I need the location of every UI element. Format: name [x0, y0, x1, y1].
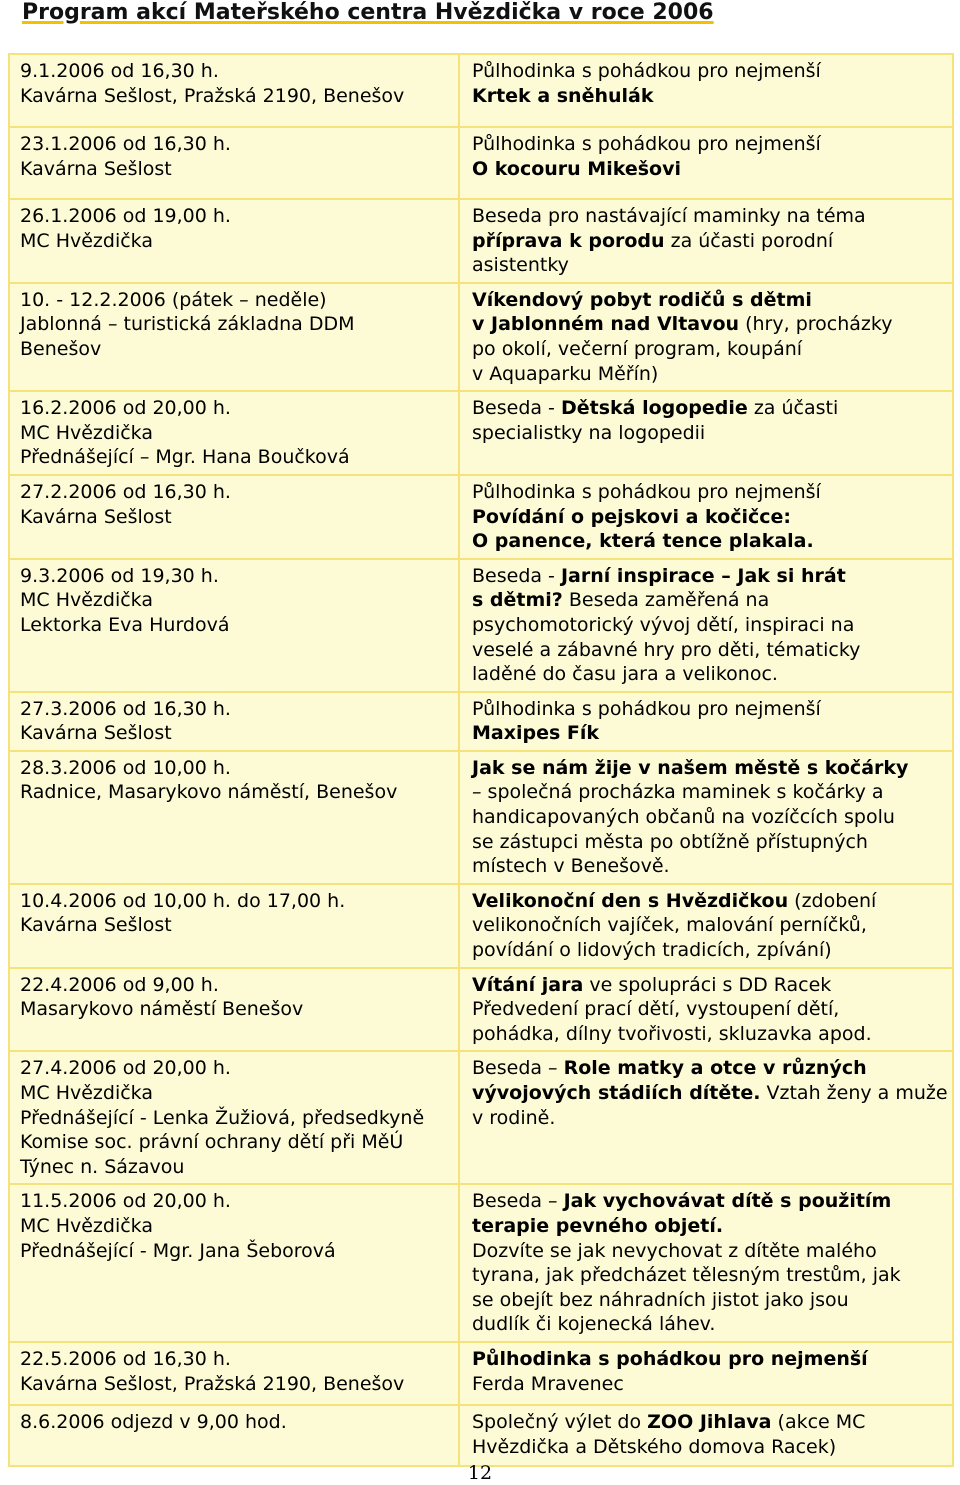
event-description-line	[472, 84, 946, 109]
event-when-line: Kavárna Sešlost	[20, 505, 172, 528]
event-description-line	[472, 1312, 946, 1337]
event-when-line: MC Hvězdička	[20, 1082, 153, 1104]
event-description-cell	[459, 391, 953, 475]
event-text: veselé a zábavné hry pro děti, tématicky	[472, 638, 861, 661]
event-when-line: 11.5.2006 od 20,00 h.	[20, 1190, 231, 1213]
event-when-line: Lektorka Eva Hurdová	[20, 613, 230, 636]
event-when-line: 23.1.2006 od 16,30 h.	[20, 133, 231, 155]
event-row	[9, 391, 953, 475]
event-highlight-text: Maxipes Fík	[472, 722, 600, 745]
event-text: Beseda -	[472, 397, 561, 420]
event-highlight-text: v Jablonném nad Vltavou	[472, 313, 740, 336]
event-highlight-text: Povídání o pejskovi a kočičce:	[472, 505, 792, 528]
event-date-place-cell	[9, 751, 459, 884]
event-description-line	[472, 913, 946, 938]
event-text: tyrana, jak předcházet tělesným trestům, jak	[472, 1264, 901, 1287]
event-when-line: 8.6.2006 odjezd v 9,00 hod.	[20, 1410, 287, 1433]
event-description-line	[472, 132, 946, 157]
event-highlight-text: O kocouru Mikešovi	[472, 157, 681, 180]
event-when-line: Kavárna Sešlost, Pražská 2190, Benešov	[20, 84, 405, 107]
event-description-line	[472, 1347, 946, 1372]
event-when-line: Přednášející - Lenka Žužiová, předsedkyně Komise soc. právní ochrany dětí při MěÚ Týnec n. Sázavou	[20, 1106, 425, 1178]
event-row	[9, 127, 953, 199]
event-when-line: 10. - 12.2.2006 (pátek – neděle)	[20, 288, 327, 311]
event-text: v Aquaparku Měřín)	[472, 362, 659, 385]
event-text: se zástupci města po obtížně přístupných	[472, 830, 868, 853]
event-description-line	[472, 1410, 946, 1435]
event-description-line	[472, 529, 946, 554]
event-text: (zdobení	[788, 889, 877, 912]
event-description-line	[472, 638, 946, 663]
event-description-line	[472, 253, 946, 278]
event-highlight-text: Vítání jara	[472, 973, 584, 996]
event-description-line	[472, 564, 946, 589]
event-description-line	[472, 721, 946, 746]
event-row	[9, 475, 953, 559]
event-description-line	[472, 288, 946, 313]
event-text: místech v Benešově.	[472, 855, 670, 878]
event-when-line: Přednášející - Mgr. Jana Šeborová	[20, 1239, 336, 1262]
event-description-line	[472, 1081, 946, 1106]
event-description-line	[472, 1435, 946, 1460]
event-when-line: 27.3.2006 od 16,30 h.	[20, 697, 231, 720]
event-text: Půlhodinka s pohádkou pro nejmenší	[472, 480, 821, 503]
event-description-line	[472, 362, 946, 387]
event-highlight-text: Jarní inspirace – Jak si hrát	[560, 564, 846, 587]
event-text: pohádka, dílny tvořivosti, skluzavka apod.	[472, 1022, 872, 1045]
event-description-cell	[459, 283, 953, 391]
page-number: 12	[467, 1462, 493, 1484]
event-description-line	[472, 1239, 946, 1264]
event-when-line: 16.2.2006 od 20,00 h.	[20, 397, 231, 420]
event-highlight-text: vývojových stádiích dítěte.	[472, 1082, 761, 1104]
event-description-line	[472, 854, 946, 879]
event-row	[9, 968, 953, 1052]
event-description-line	[472, 1288, 946, 1313]
event-description-cell	[459, 1051, 953, 1184]
event-when-line: 22.5.2006 od 16,30 h.	[20, 1347, 231, 1370]
event-description-cell	[459, 751, 953, 884]
event-description-line	[472, 938, 946, 963]
event-row	[9, 884, 953, 968]
event-text: Půlhodinka s pohádkou pro nejmenší	[472, 697, 821, 720]
event-text: Půlhodinka s pohádkou pro nejmenší	[472, 133, 821, 155]
event-when-line: 27.2.2006 od 16,30 h.	[20, 480, 231, 503]
event-when-line: Kavárna Sešlost, Pražská 2190, Benešov	[20, 1372, 405, 1395]
event-row	[9, 1405, 953, 1466]
event-when-line: Přednášející – Mgr. Hana Boučková	[20, 446, 350, 469]
event-text: po okolí, večerní program, koupání	[472, 337, 803, 360]
event-highlight-text: Krtek a sněhulák	[472, 84, 654, 107]
event-row	[9, 283, 953, 391]
event-row	[9, 1051, 953, 1184]
event-description-line	[472, 1056, 946, 1081]
event-when-line: MC Hvězdička	[20, 421, 153, 444]
event-when-line: 10.4.2006 od 10,00 h. do 17,00 h.	[20, 889, 346, 912]
event-description-line	[472, 1372, 946, 1397]
page-title: Program akcí Mateřského centra Hvězdička v roce 2006	[22, 0, 714, 25]
event-text: se obejít bez náhradních jistot jako jsou	[472, 1288, 849, 1311]
event-description-cell	[459, 475, 953, 559]
event-description-line	[472, 59, 946, 84]
event-text: za účasti porodní	[664, 229, 834, 252]
event-text: (hry, procházky	[739, 313, 893, 336]
event-date-place-cell	[9, 559, 459, 692]
event-highlight-text: ZOO Jihlava	[647, 1410, 772, 1433]
event-row	[9, 1184, 953, 1342]
event-description-line	[472, 1106, 946, 1131]
event-description-line	[472, 480, 946, 505]
event-highlight-text: s dětmi?	[472, 589, 563, 612]
event-when-line: 9.3.2006 od 19,30 h.	[20, 564, 219, 587]
event-highlight-text: Půlhodinka s pohádkou pro nejmenší	[472, 1347, 868, 1370]
event-text: Beseda -	[472, 564, 561, 587]
event-date-place-cell	[9, 1405, 459, 1466]
event-row	[9, 751, 953, 884]
event-date-place-cell	[9, 1342, 459, 1405]
event-text: velikonočních vajíček, malování perníčků,	[472, 914, 867, 937]
event-when-line: Kavárna Sešlost	[20, 722, 172, 745]
event-when-line: Jablonná – turistická základna DDM	[20, 313, 355, 336]
event-date-place-cell	[9, 283, 459, 391]
event-text: Beseda zaměřená na	[562, 589, 770, 612]
event-when-line: MC Hvězdička	[20, 229, 153, 252]
event-description-line	[472, 662, 946, 687]
event-description-line	[472, 337, 946, 362]
event-text: Vztah ženy a muže	[760, 1082, 948, 1104]
event-description-line	[472, 1189, 946, 1214]
event-row	[9, 559, 953, 692]
event-date-place-cell	[9, 199, 459, 283]
event-date-place-cell	[9, 692, 459, 751]
event-date-place-cell	[9, 475, 459, 559]
event-text: asistentky	[472, 254, 569, 277]
event-text: handicapovaných občanů na vozíčcích spolu	[472, 806, 895, 829]
program-table	[8, 53, 954, 1467]
event-description-cell	[459, 692, 953, 751]
event-description-line	[472, 997, 946, 1022]
event-when-line: Masarykovo náměstí Benešov	[20, 998, 304, 1021]
event-when-line: MC Hvězdička	[20, 589, 153, 612]
event-highlight-text: Jak se nám žije v našem městě s kočárky	[472, 756, 909, 779]
event-when-line: 28.3.2006 od 10,00 h.	[20, 756, 231, 779]
event-highlight-text: O panence, která tence plakala.	[472, 530, 814, 553]
event-description-line	[472, 780, 946, 805]
event-when-line: Benešov	[20, 337, 102, 360]
event-row	[9, 54, 953, 127]
event-highlight-text: příprava k porodu	[472, 229, 665, 252]
event-description-line	[472, 1214, 946, 1239]
event-description-cell	[459, 559, 953, 692]
event-highlight-text: Dětská logopedie	[560, 397, 748, 420]
event-description-line	[472, 973, 946, 998]
event-when-line: 9.1.2006 od 16,30 h.	[20, 60, 219, 82]
event-description-line	[472, 697, 946, 722]
event-text: laděné do času jara a velikonoc.	[472, 663, 778, 686]
event-text: ve spolupráci s DD Racek	[583, 973, 832, 996]
event-description-cell	[459, 1405, 953, 1466]
event-text: v rodině.	[472, 1106, 556, 1129]
event-description-line	[472, 830, 946, 855]
event-description-line	[472, 756, 946, 781]
event-when-line: 26.1.2006 od 19,00 h.	[20, 205, 231, 227]
event-text: (akce MC	[771, 1410, 866, 1433]
event-text: Beseda pro nastávající maminky na téma	[472, 205, 866, 227]
event-row	[9, 199, 953, 283]
event-description-line	[472, 312, 946, 337]
event-description-line	[472, 157, 946, 182]
event-description-cell	[459, 54, 953, 127]
event-date-place-cell	[9, 1051, 459, 1184]
event-text: povídání o lidových tradicích, zpívání)	[472, 939, 832, 962]
event-row	[9, 692, 953, 751]
event-text: Půlhodinka s pohádkou pro nejmenší	[472, 60, 821, 82]
event-description-line	[472, 1263, 946, 1288]
event-text: Společný výlet do	[472, 1410, 648, 1433]
event-when-line: 22.4.2006 od 9,00 h.	[20, 973, 219, 996]
program-table-body	[9, 54, 953, 1466]
event-date-place-cell	[9, 884, 459, 968]
event-description-line	[472, 204, 946, 229]
event-text: Beseda –	[472, 1190, 564, 1213]
event-text: Ferda Mravenec	[472, 1372, 624, 1395]
event-description-cell	[459, 1342, 953, 1405]
event-description-cell	[459, 199, 953, 283]
event-description-line	[472, 805, 946, 830]
event-text: za účasti	[747, 397, 839, 420]
event-date-place-cell	[9, 968, 459, 1052]
event-description-cell	[459, 1184, 953, 1342]
event-date-place-cell	[9, 127, 459, 199]
event-highlight-text: terapie pevného objetí.	[472, 1214, 724, 1237]
event-description-line	[472, 505, 946, 530]
event-date-place-cell	[9, 391, 459, 475]
event-description-cell	[459, 968, 953, 1052]
event-text: Hvězdička a Dětského domova Racek)	[472, 1435, 837, 1458]
event-description-line	[472, 421, 946, 446]
event-text: Dozvíte se jak nevychovat z dítěte malého	[472, 1239, 877, 1262]
event-text: psychomotorický vývoj dětí, inspiraci na	[472, 613, 855, 636]
event-highlight-text: Víkendový pobyt rodičů s dětmi	[472, 288, 812, 311]
event-when-line: 27.4.2006 od 20,00 h.	[20, 1057, 231, 1080]
event-description-line	[472, 229, 946, 254]
event-description-line	[472, 396, 946, 421]
event-text: – společná procházka maminek s kočárky a	[472, 781, 884, 804]
event-date-place-cell	[9, 54, 459, 127]
event-highlight-text: Jak vychovávat dítě s použitím	[563, 1190, 892, 1213]
event-description-cell	[459, 884, 953, 968]
event-text: Předvedení prací dětí, vystoupení dětí,	[472, 998, 840, 1021]
event-when-line: Kavárna Sešlost	[20, 914, 172, 937]
event-highlight-text: Role matky a otce v různých	[563, 1057, 867, 1080]
event-text: specialistky na logopedii	[472, 421, 706, 444]
event-when-line: Radnice, Masarykovo náměstí, Benešov	[20, 781, 398, 804]
event-row	[9, 1342, 953, 1405]
event-text: Beseda –	[472, 1057, 564, 1080]
event-date-place-cell	[9, 1184, 459, 1342]
event-when-line: MC Hvězdička	[20, 1214, 153, 1237]
event-description-line	[472, 1022, 946, 1047]
event-description-line	[472, 613, 946, 638]
event-description-line	[472, 889, 946, 914]
event-highlight-text: Velikonoční den s Hvězdičkou	[472, 889, 789, 912]
event-description-line	[472, 588, 946, 613]
event-when-line: Kavárna Sešlost	[20, 157, 172, 180]
event-description-cell	[459, 127, 953, 199]
event-text: dudlík či kojenecká láhev.	[472, 1313, 716, 1336]
